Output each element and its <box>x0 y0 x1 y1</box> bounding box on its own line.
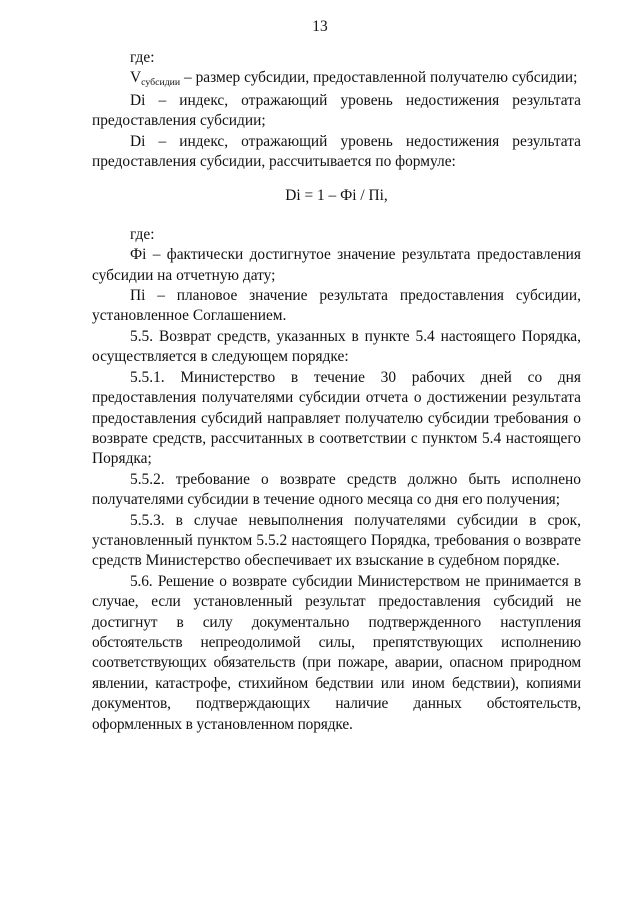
document-body <box>92 48 581 735</box>
clause-5-5-1: 5.5.1. Министерство в течение 30 рабочих дней со дня предоставления получателями субсидии отчета о достижении результата предоставления субсидий направляет получателю субсидии требования о возврате средств, рассчитанных в соответствии с пунктом 5.4 настоящего Порядка; <box>92 368 581 468</box>
v-subsidy-definition <box>92 68 581 90</box>
di-definition-2: Di – индекс, отражающий уровень недостижения результата предоставления субсидии, рассчитывается по формуле: <box>92 132 581 171</box>
v-definition-text: – размер субсидии, предоставленной получателю субсидии; <box>180 69 578 87</box>
v-subscript: субсидии <box>141 77 181 89</box>
formula: Di = 1 – Фi / Пi, <box>285 187 388 205</box>
clause-5-6: 5.6. Решение о возврате субсидии Министерством не принимается в случае, если установленный результат предоставления субсидий не достигнут в силу документально подтвержденного наступления обстоятельств непреодолимой силы, препятствующих исполнению соответствующих обязательств (при пожаре, аварии, опасном природном явлении, катастрофе, стихийном бедствии или ином бедствии), копиями документов, подтверждающих наличие данных обстоятельств, оформленных в установленном порядке. <box>92 572 581 733</box>
fi-definition: Фi – фактически достигнутое значение результата предоставления субсидии на отчетную дату; <box>92 246 581 284</box>
v-symbol: V <box>130 69 142 87</box>
di-definition-1: Di – индекс, отражающий уровень недостижения результата предоставления субсидии; <box>92 91 581 130</box>
page-number: 13 <box>312 18 328 35</box>
clause-5-5: 5.5. Возврат средств, указанных в пункте 5.4 настоящего Порядка, осуществляется в следующем порядке: <box>92 327 581 366</box>
where-label-2: где: <box>130 225 155 243</box>
clause-5-5-2: 5.5.2. требование о возврате средств должно быть исполнено получателями субсидии в течение одного месяца со дня его получения; <box>92 470 581 509</box>
where-label-1: где: <box>130 49 155 66</box>
clause-5-5-3: 5.5.3. в случае невыполнения получателями субсидии в срок, установленный пунктом 5.5.2 настоящего Порядка, требования о возврате средств Министерство обеспечивает их взыскание в судебном порядке. <box>92 511 581 570</box>
pi-definition: Пi – плановое значение результата предоставления субсидии, установленное Соглашением. <box>92 287 581 325</box>
